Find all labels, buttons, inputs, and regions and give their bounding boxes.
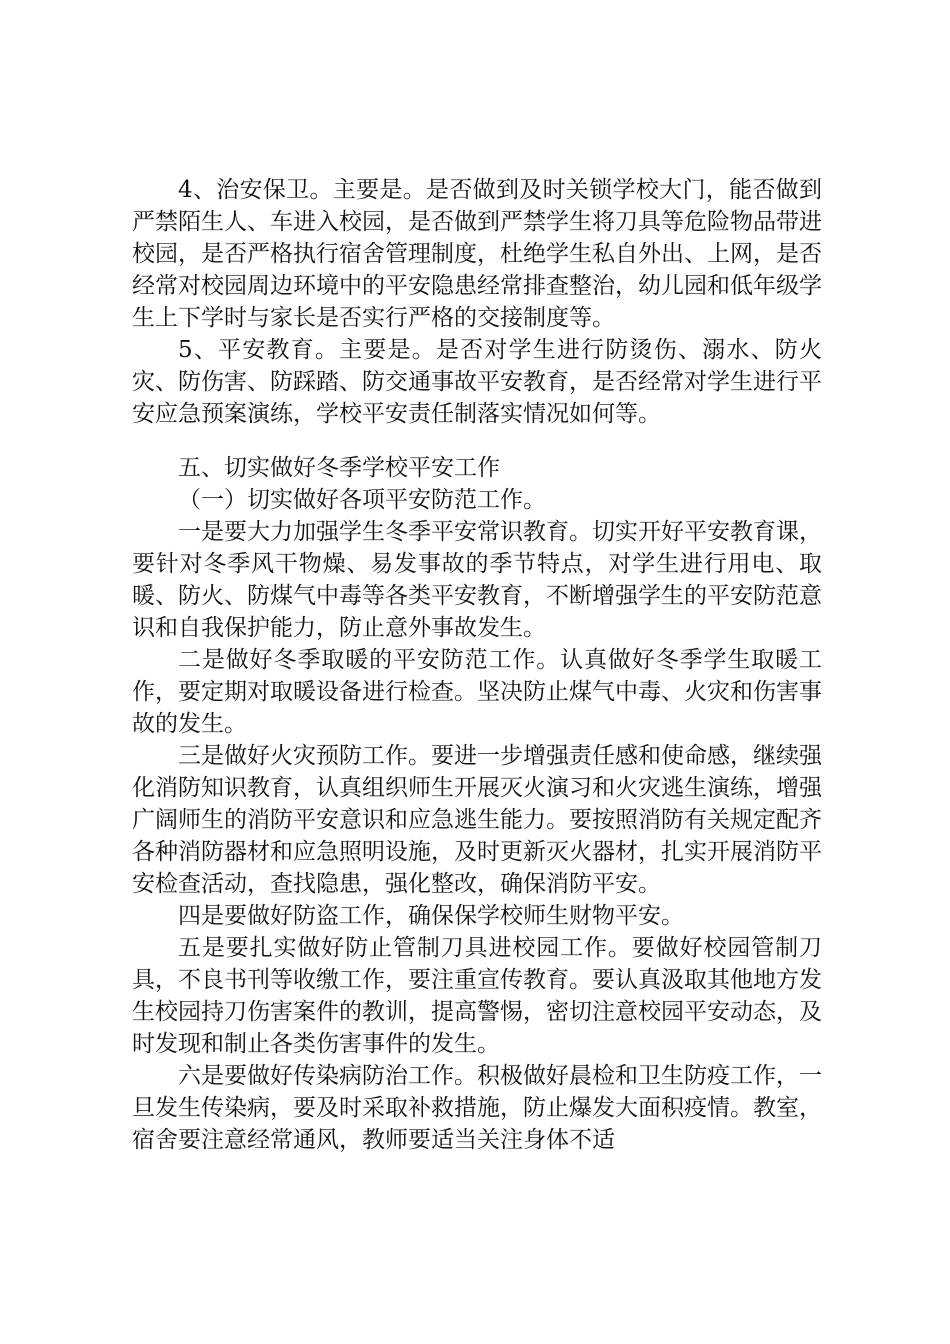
item-knife-control: 五是要扎实做好防止管制刀具进校园工作。要做好校园管制刀具，不良书刊等收缴工作，要注重宣传教育。要认真汲取其他地方发生校园持刀伤害案件的教训，提高警惕，密切注意校园平安动态，及时发现和制止各类伤害事件的发生。	[132, 935, 822, 1057]
item-disease-prevention: 六是要做好传染病防治工作。积极做好晨检和卫生防疫工作，一旦发生传染病，要及时采取补救措施，防止爆发大面积疫情。教室，宿舍要注意经常通风，教师要适当关注身体不适	[132, 1063, 822, 1153]
item-winter-safety-education: 一是要大力加强学生冬季平安常识教育。切实开好平安教育课，要针对冬季风干物燥、易发事故的季节特点，对学生进行用电、取暖、防火、防煤气中毒等各类平安教育，不断增强学生的平安防范意识和自我保护能力，防止意外事故发生。	[132, 519, 822, 641]
paragraph-safety-education: 5、平安教育。主要是。是否对学生进行防烫伤、溺水、防火灾、防伤害、防踩踏、防交通事故平安教育，是否经常对学生进行平安应急预案演练，学校平安责任制落实情况如何等。	[132, 337, 822, 427]
paragraph-gap	[132, 430, 822, 452]
paragraph-public-security: 4、治安保卫。主要是。是否做到及时关锁学校大门，能否做到严禁陌生人、车进入校园，是否做到严禁学生将刀具等危险物品带进校园，是否严格执行宿舍管理制度，杜绝学生私自外出、上网，是否经常对校园周边环境中的平安隐患经常排查整治，幼儿园和低年级学生上下学时与家长是否实行严格的交接制度等。	[132, 177, 822, 331]
item-theft-prevention: 四是要做好防盗工作，确保保学校师生财物平安。	[178, 903, 684, 929]
sub-heading: （一）切实做好各项平安防范工作。	[178, 487, 546, 513]
section-heading: 五、切实做好冬季学校平安工作	[178, 455, 500, 481]
item-fire-prevention: 三是做好火灾预防工作。要进一步增强责任感和使命感，继续强化消防知识教育，认真组织师生开展灭火演习和火灾逃生演练，增强广阔师生的消防平安意识和应急逃生能力。要按照消防有关规定配齐各种消防器材和应急照明设施，及时更新灭火器材，扎实开展消防平安检查活动，查找隐患，强化整改，确保消防平安。	[132, 743, 822, 897]
document-body	[132, 174, 822, 1156]
item-heating-safety: 二是做好冬季取暖的平安防范工作。认真做好冬季学生取暖工作，要定期对取暖设备进行检查。坚决防止煤气中毒、火灾和伤害事故的发生。	[132, 647, 822, 737]
